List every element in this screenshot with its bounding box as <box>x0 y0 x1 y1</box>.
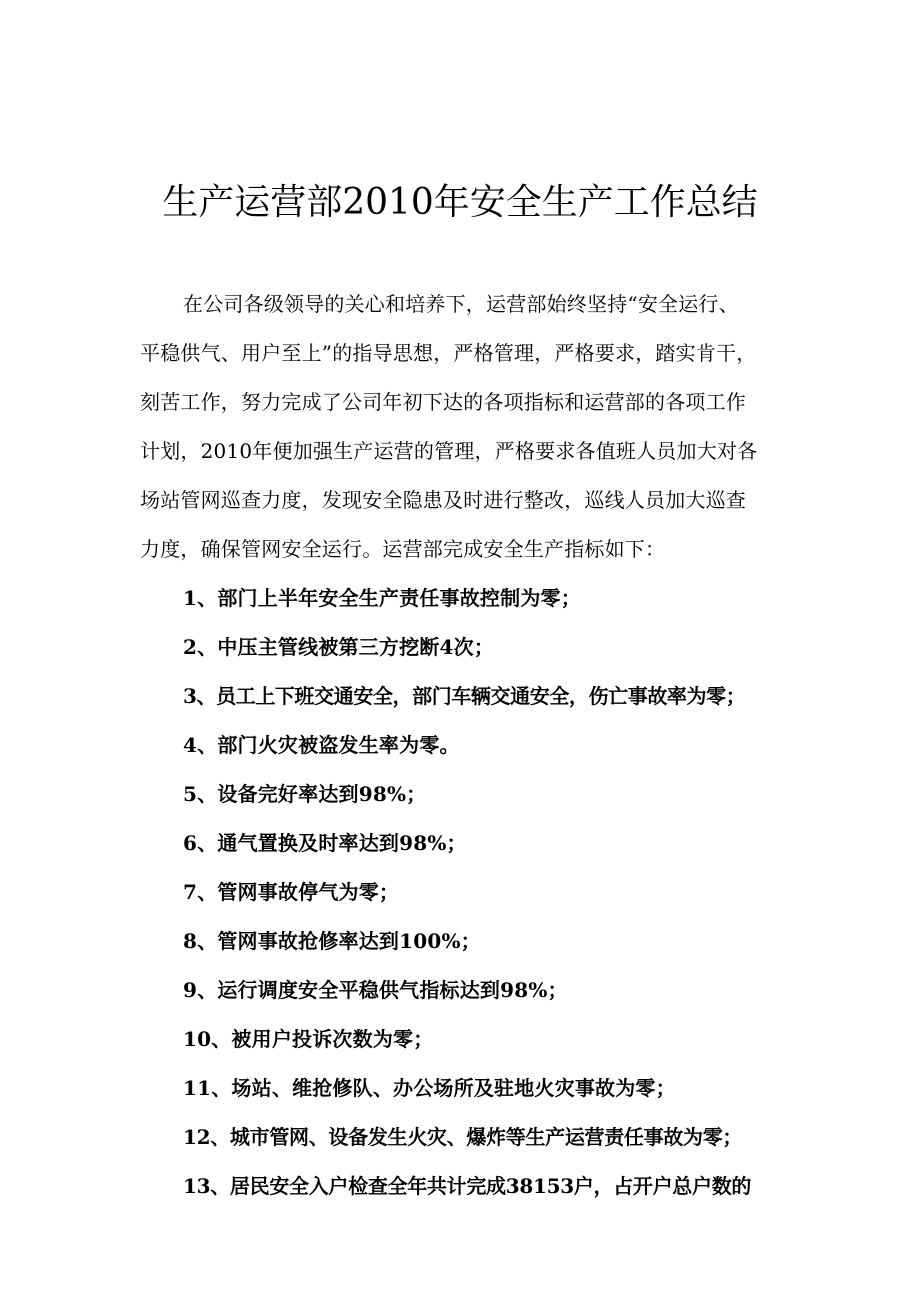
page-title: 生产运营部2010年安全生产工作总结 <box>162 182 758 223</box>
list-item: 2、中压主管线被第三方挖断4次； <box>183 635 495 659</box>
list-item: 8、管网事故抢修率达到100%； <box>183 929 481 953</box>
list-item: 6、通气置换及时率达到98%； <box>183 831 467 855</box>
intro-line: 力度，确保管网安全运行。运营部完成安全生产指标如下： <box>140 537 666 561</box>
intro-line: 场站管网巡查力度，发现安全隐患及时进行整改，巡线人员加大巡查 <box>140 488 746 512</box>
intro-line: 平稳供气、用户至上”的指导思想，严格管理，严格要求，踏实肯干， <box>140 341 757 365</box>
intro-line: 刻苦工作，努力完成了公司年初下达的各项指标和运营部的各项工作 <box>140 390 746 414</box>
list-item: 11、场站、维抢修队、办公场所及驻地火灾事故为零； <box>183 1076 676 1100</box>
list-item: 10、被用户投诉次数为零； <box>183 1027 434 1051</box>
intro-line: 在公司各级领导的关心和培养下，运营部始终坚持“安全运行、 <box>183 292 739 316</box>
list-item: 4、部门火灾被盗发生率为零。 <box>183 733 460 757</box>
list-item: 3、员工上下班交通安全，部门车辆交通安全，伤亡事故率为零； <box>183 684 746 708</box>
list-item: 5、设备完好率达到98%； <box>183 782 427 806</box>
list-item: 7、管网事故停气为零； <box>183 880 400 904</box>
intro-line: 计划，2010年便加强生产运营的管理，严格要求各值班人员加大对各 <box>140 439 758 463</box>
list-item: 12、城市管网、设备发生火灾、爆炸等生产运营责任事故为零； <box>183 1125 743 1149</box>
list-item: 9、运行调度安全平稳供气指标达到98%； <box>183 978 568 1002</box>
list-item: 13、居民安全入户检查全年共计完成38153户，占开户总户数的 <box>183 1174 752 1198</box>
list-item: 1、部门上半年安全生产责任事故控制为零； <box>183 586 581 610</box>
